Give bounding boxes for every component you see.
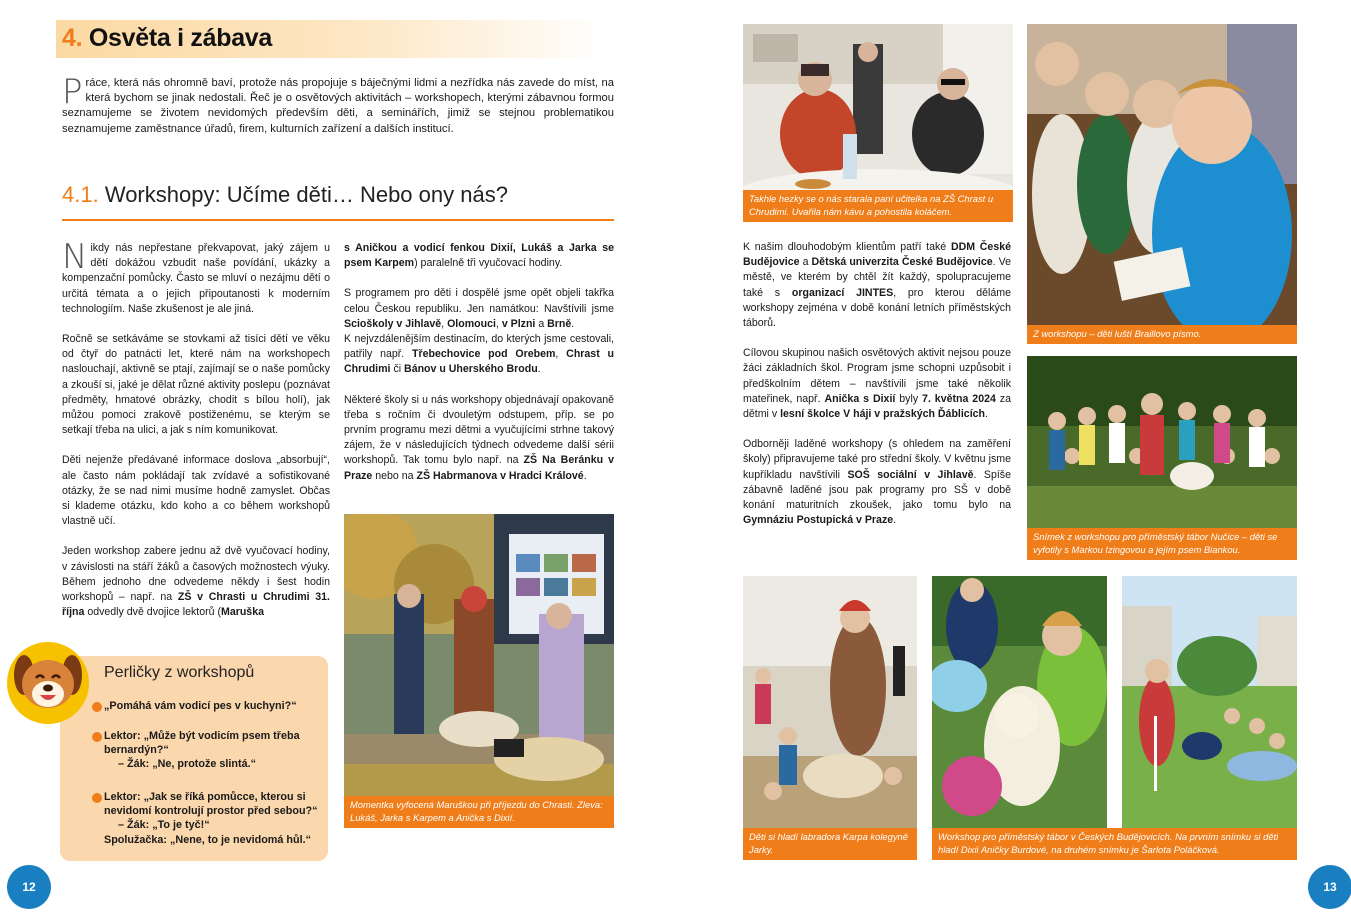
pearl-bullet-3 <box>92 793 102 803</box>
photo-group-nucice <box>1027 356 1297 560</box>
page-number-right: 13 <box>1308 865 1351 909</box>
col3-p3-d: . <box>893 514 897 527</box>
photo-kitchen <box>743 24 1013 222</box>
photo-braille-illustration <box>1027 24 1297 344</box>
col3-p1-c: a <box>799 256 812 269</box>
pearl-2-line-3: – Žák: „Ne, protože slintá.“ <box>118 758 256 771</box>
col3-p1-e: , pro kterou děláme workshopy zejména v době konání letních příměstských táborů. <box>743 286 1011 330</box>
col2-paragraph-1 <box>344 241 614 271</box>
text-column-1 <box>62 237 331 635</box>
col2-paragraph-4 <box>344 393 614 484</box>
col3-p3-b1: SOŠ sociální v Jihlavě <box>847 468 974 481</box>
intro-dropcap: P <box>62 72 83 112</box>
col3-p2-b1: Anička s Dixií <box>824 392 896 405</box>
photo-street-chrast <box>344 514 614 828</box>
col2-p4-d: . <box>583 469 587 482</box>
photo-labrador-illustration <box>743 576 917 860</box>
pearl-3-line-3: – Žák: „To je tyč!“ <box>118 819 210 832</box>
col3-paragraph-1 <box>743 240 1011 331</box>
col2-p3-a: K nejvzdálenějším destinacím, do kterých jsme cestovali, patřily např. <box>344 333 614 361</box>
col2-p3-b3: Bánov u Uherského Brodu <box>404 363 538 376</box>
col3-p1-b2: Dětská univerzita České Budějovice <box>811 256 993 269</box>
col3-p2-e: . <box>985 408 988 421</box>
col3-p2-b3: lesní školce V háji v pražských Ďáblicích <box>780 408 986 421</box>
dog-mascot-illustration <box>4 640 92 726</box>
col3-p1-b3: organizací JINTES <box>791 286 894 299</box>
col2-p3-c: , <box>555 348 567 361</box>
photo-camp-dixie-illustration <box>932 576 1107 828</box>
chapter-title <box>62 24 272 53</box>
text-column-2 <box>344 241 614 499</box>
dog-mascot-icon <box>4 640 92 726</box>
col2-p3-b2: Chrast u Chrudimi <box>344 348 615 376</box>
col3-p3-b2: Gymnáziu Postupická v Praze <box>743 514 894 527</box>
section-title-text: Workshopy: Učíme děti… Nebo ony nás? <box>104 182 508 207</box>
col2-paragraph-3 <box>344 332 614 378</box>
col2-p3-e: . <box>537 363 541 376</box>
col1-p4-d: Maruška <box>221 606 264 619</box>
photo-camp-sarlota <box>1122 576 1297 828</box>
col1-dropcap: N <box>62 237 88 277</box>
col2-p1-b: ) paralelně tři vyučovací hodiny. <box>414 257 563 270</box>
pearl-item-2 <box>104 729 300 772</box>
col2-p2: S programem pro děti i dospělé jsme opět objeli takřka celou Českou republiku. Jen namátkou: Navštívili jsme <box>344 287 614 315</box>
photo-group-caption: Snímek z workshopu pro příměstský tábor Nučice – děti se vyfotily s Markou Izingovou a jejím psem Biankou. <box>1027 528 1297 560</box>
col3-p1-a: K našim dlouhodobým klientům patří také <box>743 241 951 253</box>
pearl-2-line-1: Lektor: „Může být vodicím psem třeba <box>104 730 300 742</box>
photo-camp-dixie <box>932 576 1107 828</box>
col2-p4-b1: ZŠ Na Beránku v Praze <box>344 454 614 482</box>
photo-braille <box>1027 24 1297 344</box>
pearls-title: Perličky z workshopů <box>104 664 255 681</box>
col2-p3-d: či <box>390 363 405 376</box>
col2-p2-b4: Brně <box>547 317 572 330</box>
col3-paragraph-3 <box>743 437 1011 528</box>
photo-camp-sarlota-illustration <box>1122 576 1297 828</box>
col3-p2-d: za dětmi v <box>743 392 1011 421</box>
section-divider <box>62 219 614 221</box>
col2-p2-e: a <box>535 317 548 330</box>
col1-paragraph-4 <box>62 544 330 620</box>
intro-text: ráce, která nás ohromně baví, protože nás propojuje s báječnými lidmi a nezřídka nás zavede do míst, na která bychom se jinak nedostali. Řeč je o osvětových aktivitách – workshopech, kterými zábavnou formou seznamujeme se životem nevidomých především děti, a seminářích, jimiž se stejnou problematikou seznamujeme zaměstnance úřadů, firem, kulturních zařízení a dalších institucí. <box>62 77 614 135</box>
col2-p2-c: , <box>441 317 448 330</box>
pearl-item-3 <box>104 790 318 847</box>
col1-p4-a: Jeden workshop zabere jednu až dvě vyučovací hodiny, v závislosti na stáří žáků a časových možnostech výuky. Během jednoho dne odvedeme někdy i šest hodin workshopů – např. na <box>62 545 330 604</box>
pearl-item-1 <box>104 699 297 713</box>
intro-paragraph <box>62 72 614 137</box>
col2-p2-f: . <box>571 317 575 330</box>
pearl-bullet-2 <box>92 732 102 742</box>
col2-p2-b2: Olomouci <box>447 317 496 330</box>
col3-p1-b1: DDM České Budějovice <box>743 241 1012 269</box>
photo-braille-caption: Z workshopu – děti luští Braillovo písmo. <box>1027 325 1297 344</box>
col3-paragraph-2 <box>743 346 1011 422</box>
col2-p1-a: s Aničkou a vodicí fenkou Dixií, Lukáš a Jarka se psem Karpem <box>344 242 614 270</box>
photo-street-caption: Momentka vyfocená Maruškou při příjezdu do Chrasti. Zleva: Lukáš, Jarka s Karpem a Anička s Dixií. <box>344 796 614 828</box>
col2-p4-b2: ZŠ Habrmanova v Hradci Králové <box>416 469 584 482</box>
pearl-3-line-4: Spolužačka: „Nene, to je nevidomá hůl.“ <box>104 833 311 846</box>
photo-labrador <box>743 576 917 860</box>
col3-p2-c: byly <box>895 392 923 405</box>
col3-p2-b2: 7. května 2024 <box>922 392 996 405</box>
page-number-left: 12 <box>7 865 51 909</box>
col2-p3-b1: Třebechovice pod Orebem <box>412 348 556 361</box>
chapter-number: 4. <box>62 24 83 52</box>
col3-p3-a: Odborněji laděné workshopy (s ohledem na zaměření školy) připravujeme také pro střední školy. V květnu jsme kupříkladu navštívili <box>743 438 1011 481</box>
text-column-3 <box>743 240 1011 543</box>
photo-street-illustration <box>344 514 614 828</box>
pearl-2-line-2: bernardýn?“ <box>104 744 169 757</box>
col3-p1-d: . Ve městě, ve kterém by chtěl žít každý, spolupracujeme také s <box>743 256 1011 299</box>
pearl-3-line-1: Lektor: „Jak se říká pomůcce, kterou si <box>104 791 306 803</box>
pearl-bullet-1 <box>92 702 102 712</box>
pearl-1-line-1: „Pomáhá vám vodicí pes v kuchyni?“ <box>104 700 297 712</box>
photo-camp-caption: Workshop pro příměstský tábor v Českých Budějovicích. Na prvním snímku si děti hladí Dixii Aničky Burdové, na druhém snímku je Šarlota Poláčková. <box>932 828 1297 860</box>
col3-p3-c: . Spíše zábavně laděné jsou pak programy pro SŠ v době konání maturitních zkoušek, jako tomu bylo na <box>743 468 1011 512</box>
chapter-title-text: Osvěta i zábava <box>88 24 273 52</box>
section-number: 4.1. <box>62 182 99 207</box>
col1-p4-c: odvedly dvě dvojice lektorů ( <box>84 606 221 619</box>
col1-p1-text: ikdy nás nepřestane překvapovat, jaký zájem u dětí dokážou vzbudit naše povídání, ukázky a kompenzační pomůcky. Často se mluví o nezájmu dětí o určitá témata a o jejich připoutanosti k moderním technologiím. Naše zkušenost je ale jiná. <box>62 242 330 315</box>
col2-p2-b1: Scioškoly v Jihlavě <box>344 317 442 330</box>
col2-p2-b3: v Plzni <box>501 317 536 330</box>
pearl-3-line-2: nevidomí kontrolují prostor před sebou?“ <box>104 805 318 818</box>
col3-p2-a: Cílovou skupinou našich osvětových aktivit nejsou pouze žáci základních škol. Program jsme schopni uzpůsobit i předškolním dětem – navštívili jsme také několik mateřinek, např. <box>743 347 1011 405</box>
photo-kitchen-caption: Takhle hezky se o nás starala paní učitelka na ZŠ Chrast u Chrudimi. Uvařila nám kávu a pohostila koláčem. <box>743 190 1013 222</box>
col2-paragraph-2 <box>344 286 614 332</box>
col2-p2-d: , <box>495 317 502 330</box>
col1-paragraph-3: Děti nejenže předávané informace doslova „absorbují“, ale často nám pokládají tak zvídavé a sofistikované otázky, že se nad nimi musíme hodně zamyslet. Občas si klademe otázku, kdo koho a co během workshopů vlastně učí. <box>62 454 330 528</box>
section-title <box>62 182 508 208</box>
col2-p4-a: Některé školy si u nás workshopy objednávají opakovaně třeba s ročním či dvouletým odstupem, příp. se po prvním programu mezi dětmi a vyučujícími strhne takový zájem, že v následujících týdnech odvedeme další sérii workshopů. Tak tomu bylo např. na <box>344 393 614 467</box>
col1-paragraph-1 <box>62 237 330 317</box>
col1-paragraph-2: Ročně se setkáváme se stovkami až tisíci dětí ve věku od čtyř do patnácti let, které nám na workshopech naslouchají, aktivně se ptají, zajímají se o naše pomůcky a zkouší si, jaké je dělat různé aktivity poslepu (poznávat předměty, hmatové obrázky, chodit s bílou holí), jak můžou pomoci zrakově postiženému, se kterým se setkají třeba na ulici, a jak s ním komunikovat. <box>62 333 330 437</box>
photo-labrador-caption: Děti si hladí labradora Karpa kolegyně Jarky. <box>743 828 917 860</box>
col1-p4-b: ZŠ v Chrasti u Chrudimi 31. října <box>62 591 331 619</box>
col2-p4-c: nebo na <box>372 469 417 482</box>
